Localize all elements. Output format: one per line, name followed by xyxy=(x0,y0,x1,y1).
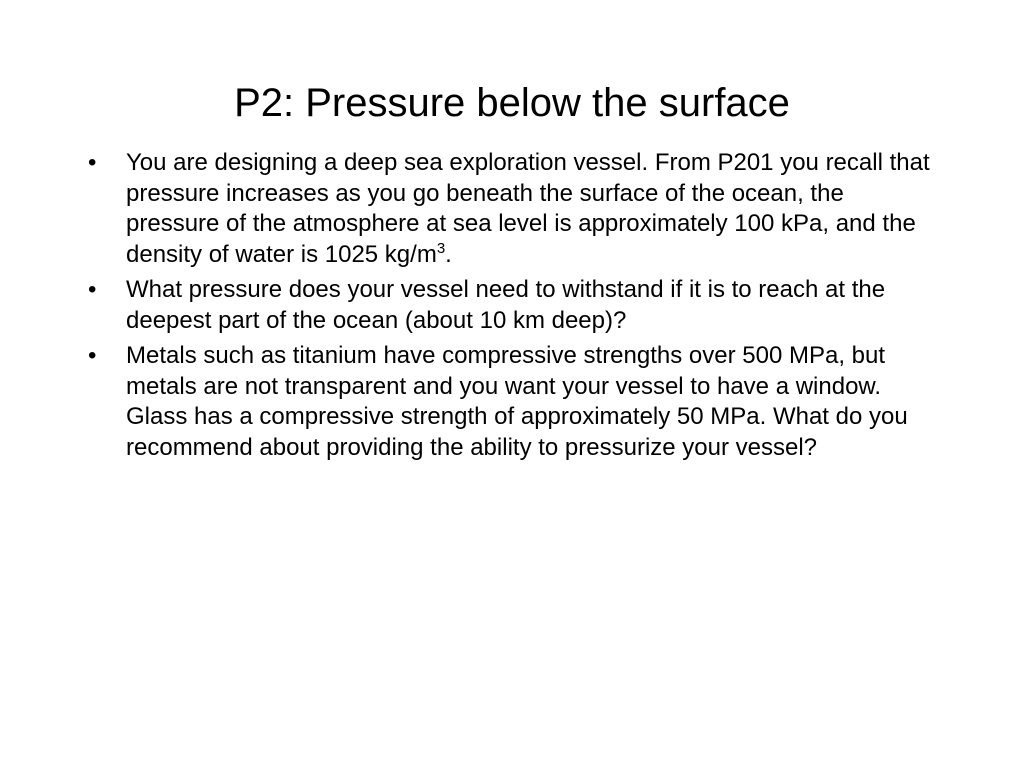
bullet-icon: • xyxy=(88,342,97,369)
bullet-item-pressure-question xyxy=(88,275,938,336)
bullet-item-vessel-design xyxy=(88,148,938,270)
bullet-icon: • xyxy=(88,276,97,303)
bullet-list xyxy=(88,148,938,468)
slide-title: P2: Pressure below the surface xyxy=(234,81,790,125)
bullet-text: Metals such as titanium have compressive strengths over 500 MPa, but metals are not transparent and you want your vessel to have a window. Glass has a compressive strength of approximately 50 MPa. What do you recommend about providing the ability to pressurize your vessel? xyxy=(126,342,908,461)
bullet-item-materials xyxy=(88,341,938,463)
superscript-exponent: 3 xyxy=(436,239,446,257)
bullet-trailing-punctuation: . xyxy=(445,240,452,268)
bullet-icon: • xyxy=(88,149,97,176)
bullet-text: What pressure does your vessel need to withstand if it is to reach at the deepest part of the ocean (about 10 km deep)? xyxy=(126,276,886,334)
bullet-text: You are designing a deep sea exploration vessel. From P201 you recall that pressure increases as you go beneath the surface of the ocean, the pressure of the atmosphere at sea level is approximately 100 kPa, and the density of water is 1025 kg/m xyxy=(126,149,930,268)
